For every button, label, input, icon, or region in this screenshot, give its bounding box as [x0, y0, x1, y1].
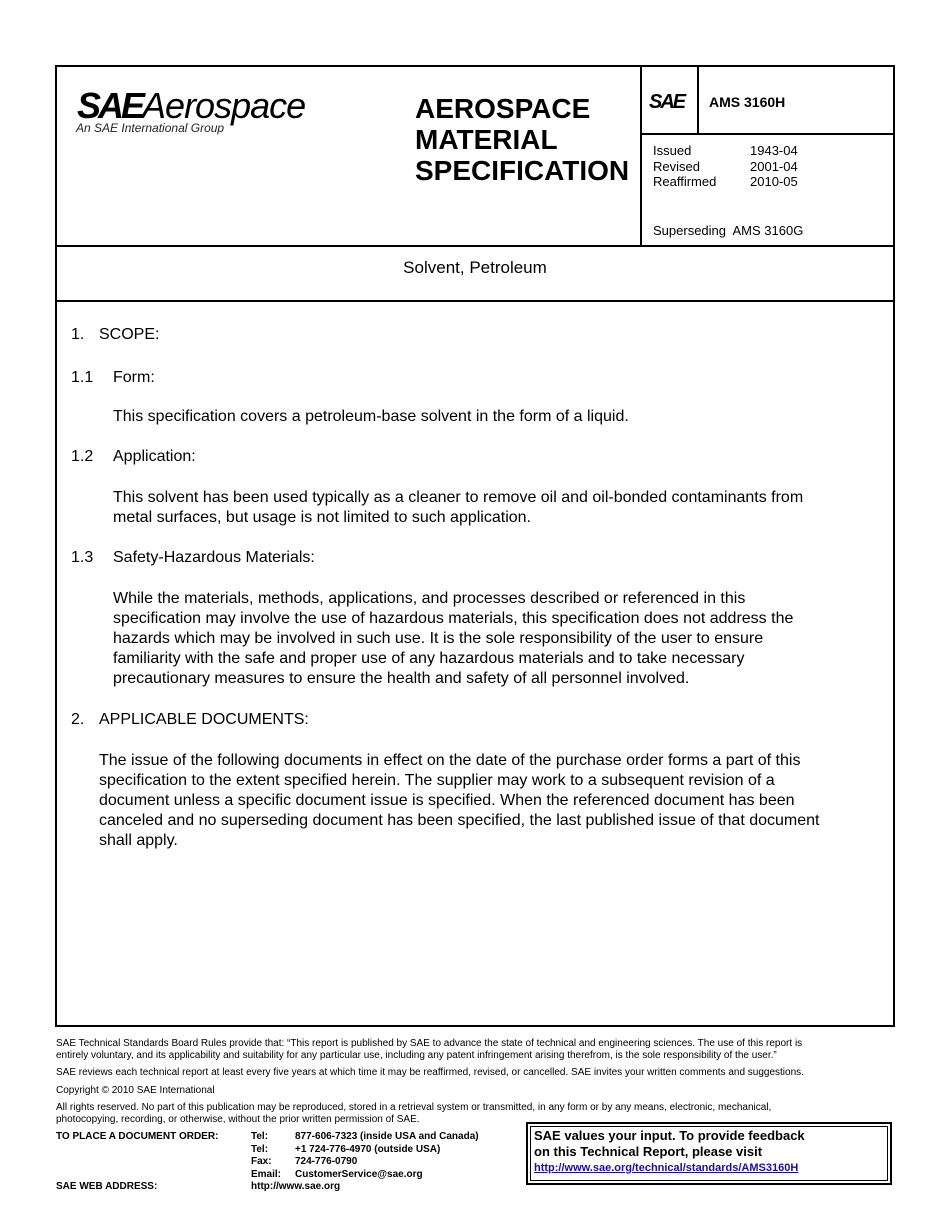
section-1-1-heading: 1.1 Form: — [71, 369, 155, 386]
logo-brand: SAE — [77, 85, 143, 126]
header-right-divider — [640, 65, 642, 245]
footer-copyright: Copyright © 2010 SAE International — [56, 1085, 215, 1096]
logo-tagline: An SAE International Group — [76, 121, 225, 135]
footer-rules: SAE Technical Standards Board Rules provide that: “This report is published by SAE to advance the state of technical and engineering sciences. The use of this report is entirely voluntary, and its applicability and suitability for any particular use, including any patent infringement arising therefrom, is the sole responsibility of the user.” — [56, 1038, 803, 1061]
header-divider — [55, 245, 893, 247]
feedback-text: SAE values your input. To provide feedback on this Technical Report, please visit http://www.sae.org/technical/standards/AMS3160H — [534, 1128, 805, 1174]
order-contacts — [251, 1131, 479, 1194]
contact-row: Tel: 877-606-7323 (inside USA and Canada) — [251, 1131, 479, 1142]
section-2-heading: 2. APPLICABLE DOCUMENTS: — [71, 711, 309, 728]
contact-row: Tel: +1 724-776-4970 (outside USA) — [251, 1143, 441, 1155]
section-2-text: The issue of the following documents in effect on the date of the purchase order forms a part of this specification to the extent specified herein. The supplier may work to a subsequent revision of a document unless a specific document issue is specified. When the referenced document has been canceled and no superseding document has been specified, the last published issue of that document shall apply. — [99, 752, 820, 849]
section-1-heading: 1. SCOPE: — [71, 326, 160, 343]
date-row-issued: Issued 1943-04 — [653, 143, 798, 158]
footer-review: SAE reviews each technical report at least every five years at which time it may be reaffirmed, revised, or cancelled. SAE invites your written comments and suggestions. — [56, 1067, 804, 1078]
document-type-title — [415, 93, 629, 186]
web-address-label: SAE WEB ADDRESS: — [56, 1181, 158, 1192]
feedback-link[interactable]: http://www.sae.org/technical/standards/AMS3160H — [534, 1162, 799, 1174]
section-1-3-text: While the materials, methods, applications, and processes described or referenced in this specification may involve the use of hazardous materials, this specification does not address the hazards which may be involved in such use. It is the sole responsibility of the user to ensure familiarity with the safe and proper use of any hazardous materials and to take necessary precautionary measures to ensure the health and safety of all personnel involved. — [113, 590, 794, 687]
section-1-3-heading: 1.3 Safety-Hazardous Materials: — [71, 549, 315, 566]
web-address-link[interactable]: http://www.sae.org — [251, 1181, 341, 1192]
section-1-2-heading: 1.2 Application: — [71, 448, 196, 465]
document-subject: Solvent, Petroleum — [403, 258, 547, 277]
subject-divider — [55, 300, 893, 302]
section-1-2-text: This solvent has been used typically as a cleaner to remove oil and oil-bonded contaminants from metal surfaces, but usage is not limited to such application. — [113, 489, 804, 526]
footer-rights: All rights reserved. No part of this publication may be reproduced, stored in a retrieval system or transmitted, in any form or by any means, electronic, mechanical, photocopying, recording, or otherwise, without the prior written permission of SAE. — [56, 1102, 772, 1125]
title-line: AEROSPACE — [415, 93, 591, 124]
section-1-1-text: This specification covers a petroleum-base solvent in the form of a liquid. — [113, 408, 629, 425]
logo-name: Aerospace — [142, 85, 306, 126]
docnum-divider — [697, 65, 699, 135]
order-label: TO PLACE A DOCUMENT ORDER: — [56, 1131, 219, 1142]
document-number: AMS 3160H — [709, 94, 786, 110]
title-line: SPECIFICATION — [415, 155, 630, 186]
feedback-box — [526, 1122, 892, 1185]
contact-row: Fax: 724-776-0790 — [251, 1156, 358, 1167]
superseding-note: Superseding AMS 3160G — [653, 223, 804, 238]
title-line: MATERIAL — [415, 124, 558, 155]
docnum-bottom-divider — [640, 133, 893, 135]
date-row-revised: Revised 2001-04 — [653, 158, 798, 174]
date-row-reaffirmed: Reaffirmed 2010-05 — [653, 174, 798, 189]
sae-small-logo: SAE — [649, 91, 685, 113]
document-frame — [55, 65, 895, 1027]
contact-row: Email: CustomerService@sae.org — [251, 1168, 423, 1180]
document-dates — [653, 143, 798, 190]
